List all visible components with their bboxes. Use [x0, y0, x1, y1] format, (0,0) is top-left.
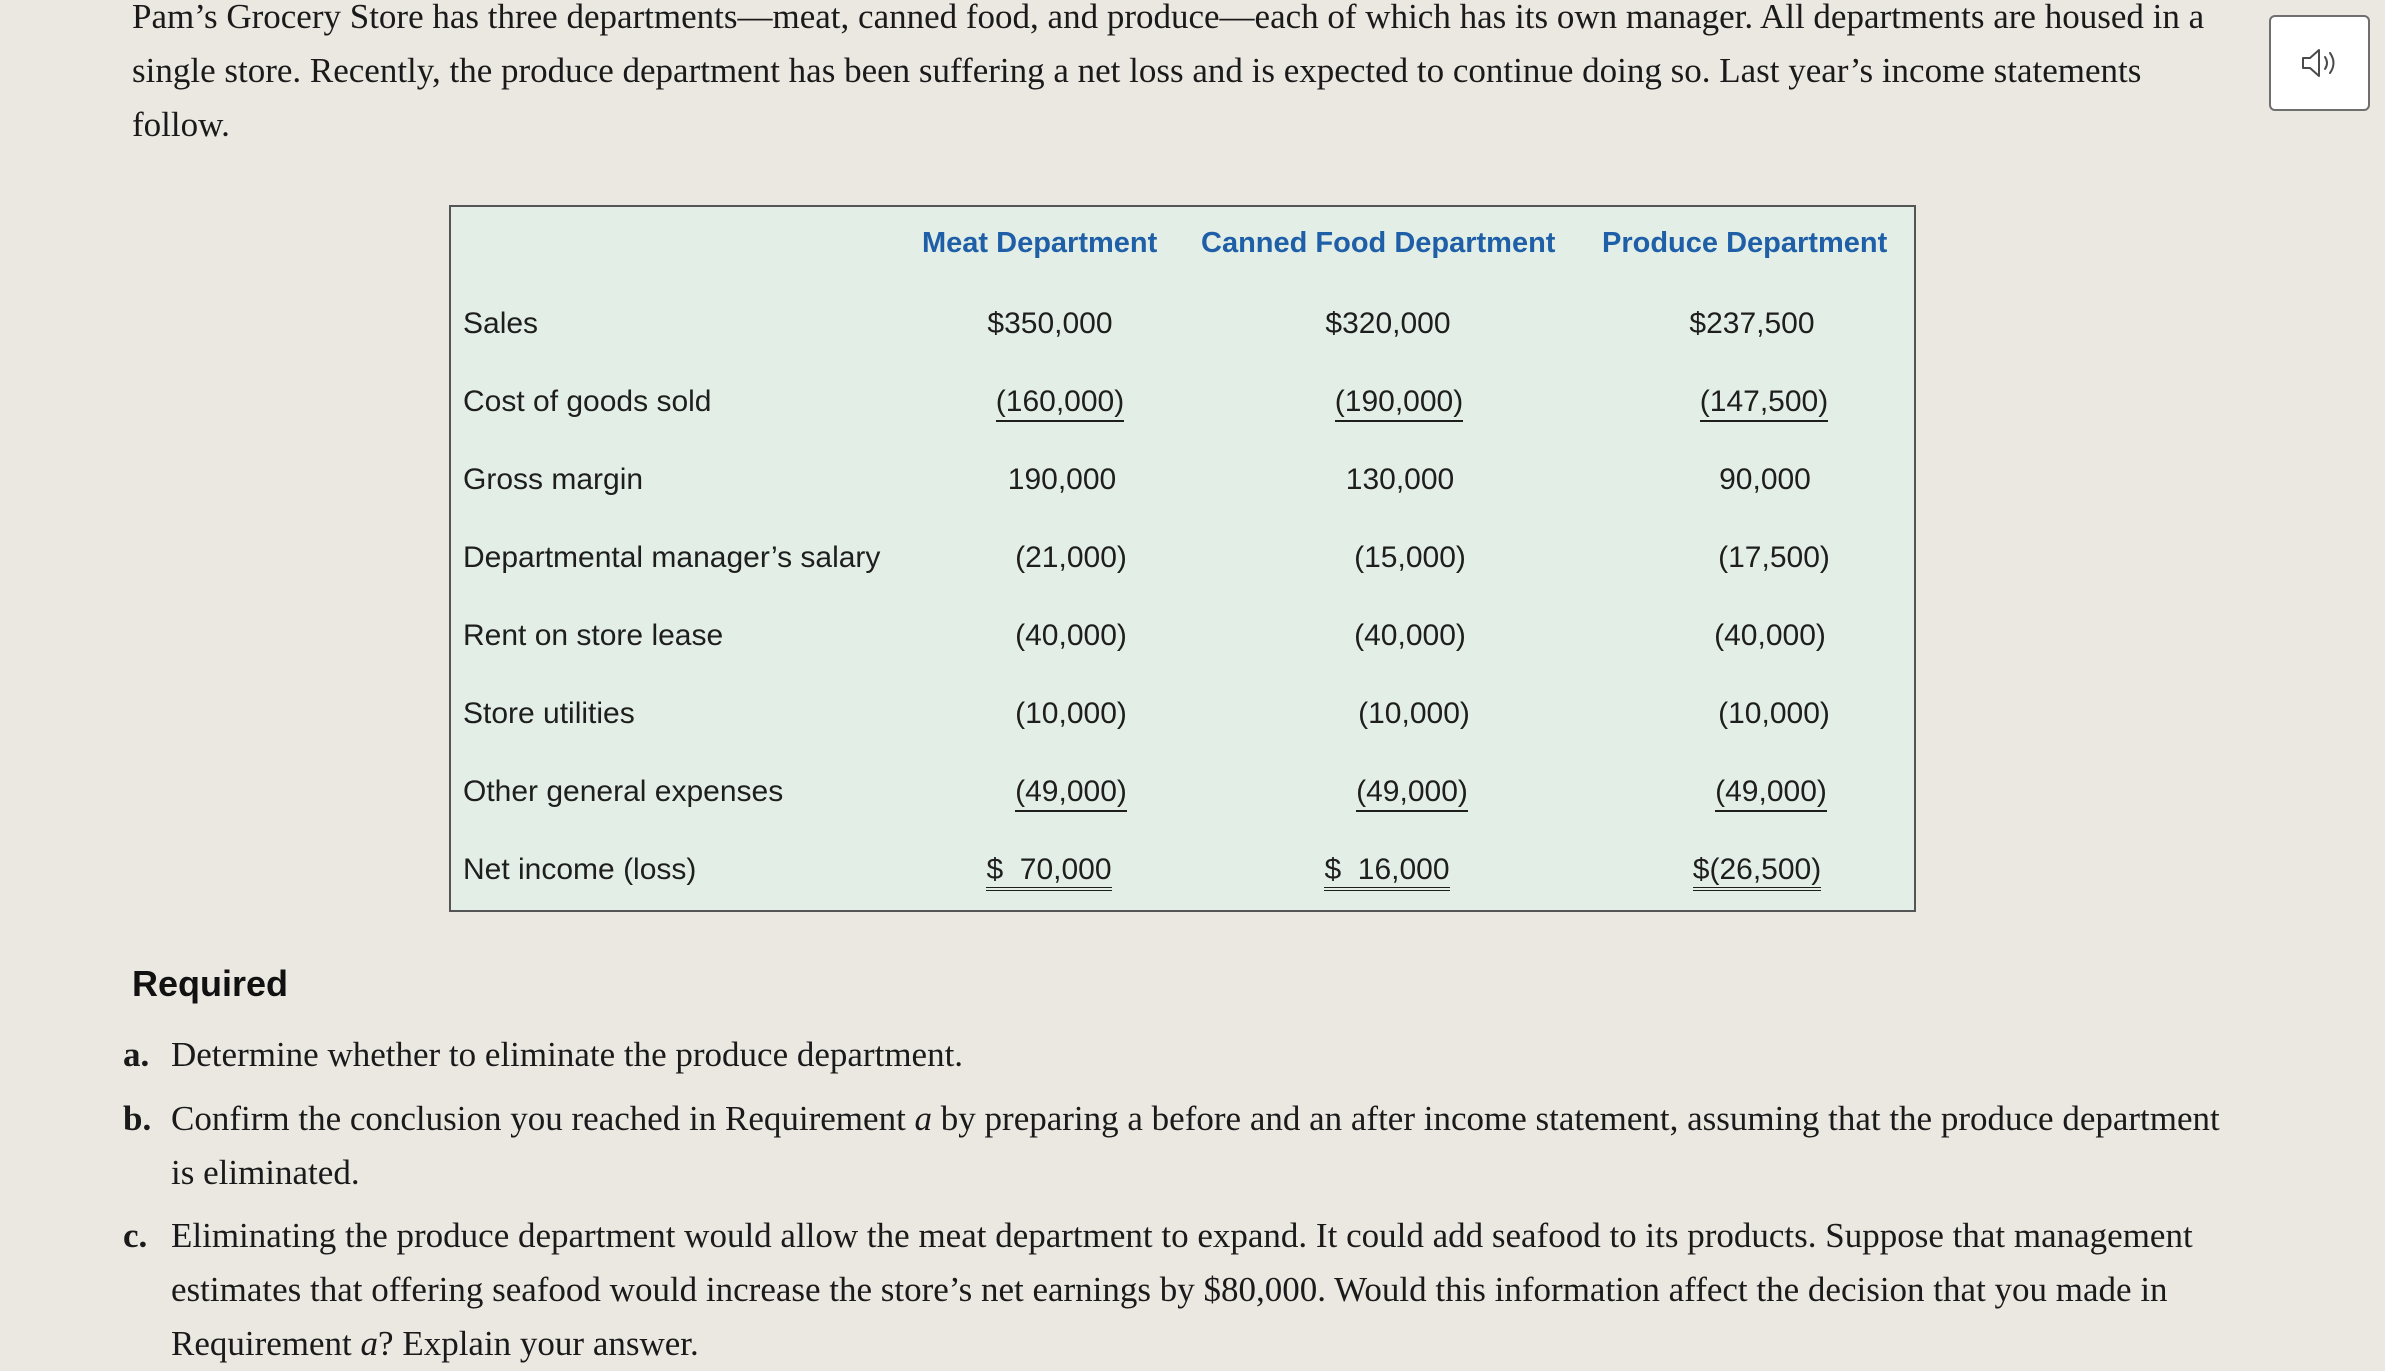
requirement-letter: a.	[123, 1035, 150, 1074]
column-header-meat: Meat Department	[922, 227, 1158, 259]
row-label: Net income (loss)	[463, 853, 697, 886]
row-label: Departmental manager’s salary	[463, 541, 881, 574]
canned-food-value: 130,000	[1345, 463, 1455, 496]
requirement-a	[123, 1028, 2223, 1082]
meat-value: (160,000)	[990, 385, 1130, 419]
row-label: Rent on store lease	[463, 619, 724, 652]
produce-value: $(26,500)	[1687, 853, 1827, 887]
table-row	[451, 697, 1914, 757]
table-row	[451, 853, 1914, 913]
produce-value: 90,000	[1719, 463, 1811, 496]
row-label: Other general expenses	[463, 775, 784, 808]
produce-value: (17,500)	[1718, 541, 1830, 574]
speaker-icon	[2300, 46, 2340, 80]
requirement-text: Confirm the conclusion you reached in Requirement a by preparing a before and an after income statement, assuming that the produce department is eliminated.	[171, 1099, 2220, 1192]
meat-value: (10,000)	[1015, 697, 1127, 730]
meat-value: $ 70,000	[979, 853, 1119, 887]
requirement-text: Eliminating the produce department would allow the meat department to expand. It could add seafood to its products. Suppose that management estimates that offering seafood would increase the store’s net earnings by $80,000. Would this information affect the decision that you made in Requirement a? Explain your answer.	[171, 1216, 2193, 1363]
canned-food-value: (15,000)	[1354, 541, 1466, 574]
meat-value: (40,000)	[1015, 619, 1127, 652]
row-label: Cost of goods sold	[463, 385, 712, 418]
table-row	[451, 385, 1914, 445]
column-header-canned-food: Canned Food Department	[1201, 227, 1556, 259]
table-row	[451, 307, 1914, 367]
row-label: Gross margin	[463, 463, 644, 496]
produce-value: (49,000)	[1701, 775, 1841, 809]
canned-food-value: (10,000)	[1358, 697, 1470, 730]
requirement-text: Determine whether to eliminate the produce department.	[171, 1035, 964, 1074]
row-label: Store utilities	[463, 697, 635, 730]
produce-value: (10,000)	[1718, 697, 1830, 730]
income-statement-table	[449, 205, 1916, 912]
column-header-produce: Produce Department	[1602, 227, 1888, 259]
requirement-letter: b.	[123, 1099, 152, 1138]
row-label: Sales	[463, 307, 539, 340]
meat-value: 190,000	[1007, 463, 1117, 496]
canned-food-value: $320,000	[1325, 307, 1451, 340]
required-heading: Required	[132, 963, 289, 1004]
audio-button[interactable]	[2269, 15, 2370, 111]
table-row	[451, 619, 1914, 679]
canned-food-value: (40,000)	[1354, 619, 1466, 652]
table-row	[451, 463, 1914, 523]
intro-paragraph: Pam’s Grocery Store has three departments—meat, canned food, and produce—each of which has its own manager. All departments are housed in a single store. Recently, the produce department has been suffering a net loss and is expected to continue doing so. Last year’s income statements follow.	[132, 0, 2205, 144]
meat-value: (21,000)	[1015, 541, 1127, 574]
table-row	[451, 541, 1914, 601]
requirement-b	[123, 1092, 2223, 1200]
table-row	[451, 775, 1914, 835]
produce-value: $237,500	[1689, 307, 1815, 340]
meat-value: (49,000)	[1001, 775, 1141, 809]
requirement-c	[123, 1209, 2223, 1371]
canned-food-value: $ 16,000	[1317, 853, 1457, 887]
canned-food-value: (190,000)	[1329, 385, 1469, 419]
produce-value: (40,000)	[1714, 619, 1826, 652]
requirement-letter: c.	[123, 1216, 148, 1255]
meat-value: $350,000	[987, 307, 1113, 340]
produce-value: (147,500)	[1694, 385, 1834, 419]
canned-food-value: (49,000)	[1342, 775, 1482, 809]
